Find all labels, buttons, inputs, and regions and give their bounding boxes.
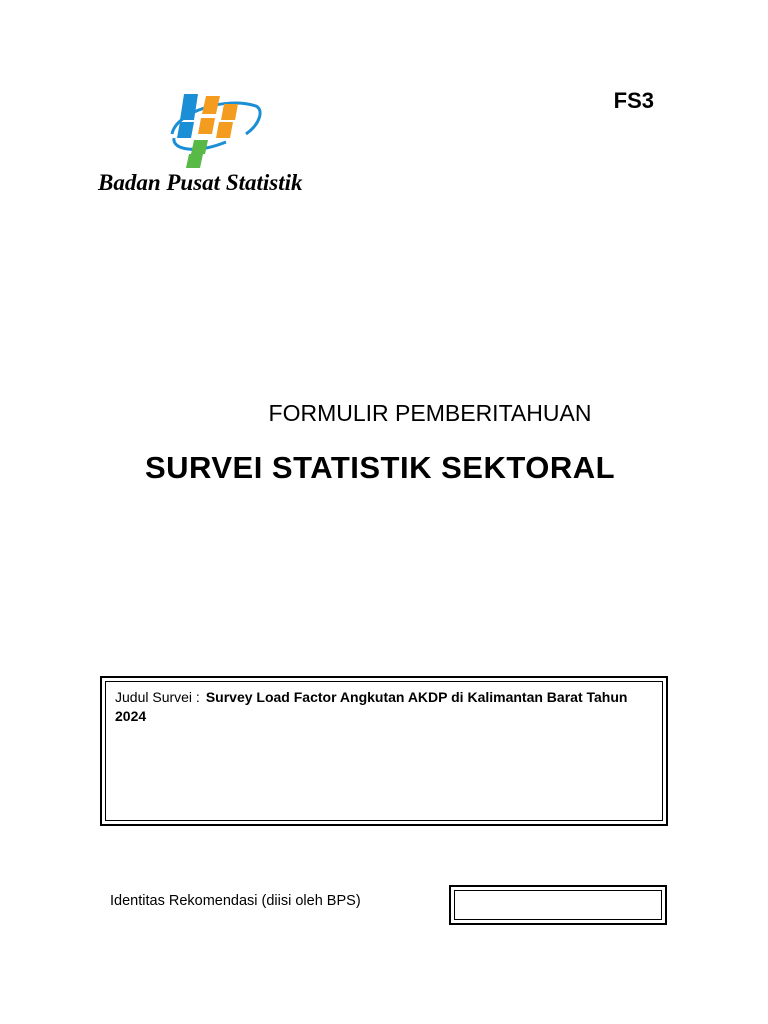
survey-title-box — [100, 676, 668, 826]
form-code: FS3 — [613, 88, 654, 113]
document-title: SURVEI STATISTIK SEKTORAL — [144, 450, 616, 485]
survey-title-label: Judul Survei : — [115, 689, 200, 705]
recommendation-label: Identitas Rekomendasi (diisi oleh BPS) — [110, 893, 361, 909]
survey-title-value: Survey Load Factor Angkutan AKDP di Kalimantan Barat Tahun 2024 — [115, 689, 628, 724]
organization-name: Badan Pusat Statistik — [98, 170, 303, 195]
recommendation-box[interactable] — [449, 885, 667, 925]
survey-title-text — [115, 688, 632, 726]
recommendation-field[interactable] — [454, 890, 662, 920]
bps-logo-icon — [166, 90, 264, 170]
document-subtitle: FORMULIR PEMBERITAHUAN — [268, 400, 592, 426]
